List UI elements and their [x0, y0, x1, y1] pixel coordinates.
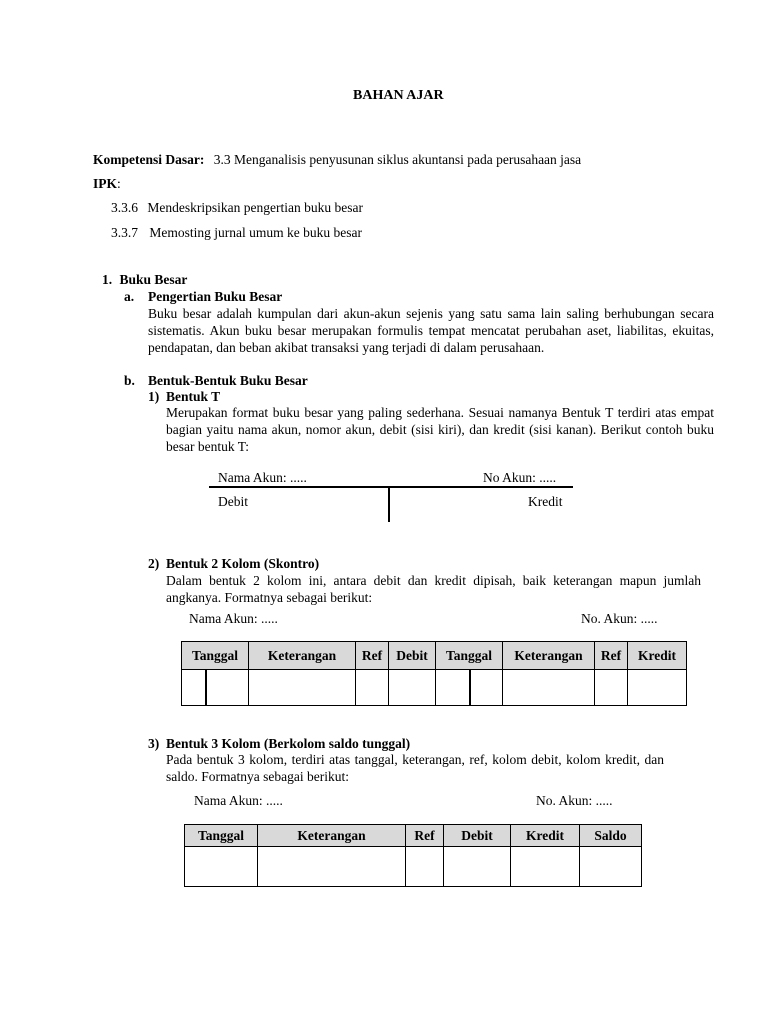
table-cell — [185, 847, 258, 887]
table-cell — [406, 847, 444, 887]
bentuk-3-kolom-title: Bentuk 3 Kolom (Berkolom saldo tunggal) — [166, 736, 411, 751]
ipk-label: IPK — [93, 176, 118, 191]
page-title: BAHAN AJAR — [353, 88, 444, 103]
date-divider — [205, 670, 207, 705]
table-cell — [444, 847, 511, 887]
ipk-item-text: Memosting jurnal umum ke buku besar — [149, 225, 362, 240]
pengertian-paragraph: Buku besar adalah kumpulan dari akun-akun sejenis yang satu sama lain saling berhubungan secara sistematis. Akun buku besar merupakan formulis tempat mencatat perubahan aset, liabilitas, ekuitas, pendapatan, dan beban akibat transaksi yang terjadi di dalam perusahaan. — [148, 306, 714, 355]
header-cell: Ref — [356, 642, 389, 670]
t-account-no-akun: No Akun: ..... — [483, 470, 557, 485]
ipk-item — [111, 224, 362, 241]
ipk-item-text: Mendeskripsikan pengertian buku besar — [147, 200, 363, 215]
header-cell: Keterangan — [258, 825, 406, 847]
header-cell: Tanggal — [182, 642, 249, 670]
t-account-nama-akun: Nama Akun: ..... — [218, 470, 307, 485]
ipk-item-num: 3.3.6 — [111, 200, 138, 215]
table-cell — [258, 847, 406, 887]
skontro-table — [181, 641, 687, 706]
t-account-kredit: Kredit — [528, 494, 563, 509]
table-cell — [511, 847, 580, 887]
saldo-nama-akun: Nama Akun: ..... — [194, 793, 283, 808]
subsection-a-letter: a. — [124, 289, 135, 304]
saldo-table — [184, 824, 642, 887]
saldo-body-row — [185, 847, 642, 887]
bentuk-3-kolom-paragraph: Pada bentuk 3 kolom, terdiri atas tanggal, keterangan, ref, kolom debit, kolom kredit, dan saldo. Formatnya sebagai berikut: — [166, 752, 664, 784]
ipk-item-num: 3.3.7 — [111, 225, 138, 240]
table-cell — [580, 847, 642, 887]
ipk-colon: : — [117, 176, 121, 191]
header-cell: Keterangan — [249, 642, 356, 670]
bentuk-t-title: Bentuk T — [166, 389, 221, 404]
table-cell — [628, 670, 687, 706]
header-cell: Ref — [406, 825, 444, 847]
t-account-vertical-line — [388, 486, 390, 522]
date-divider — [469, 670, 471, 705]
table-cell — [436, 670, 503, 706]
saldo-no-akun: No. Akun: ..... — [536, 793, 613, 808]
table-cell — [595, 670, 628, 706]
header-cell: Keterangan — [503, 642, 595, 670]
section-buku-besar — [102, 271, 187, 288]
subsection-b-title: Bentuk-Bentuk Buku Besar — [148, 373, 308, 388]
bentuk-2-kolom-title: Bentuk 2 Kolom (Skontro) — [166, 556, 320, 571]
bentuk-t-number: 1) — [148, 389, 160, 404]
skontro-nama-akun: Nama Akun: ..... — [189, 611, 278, 626]
t-account-horizontal-line — [209, 486, 573, 488]
header-cell: Tanggal — [185, 825, 258, 847]
header-cell: Tanggal — [436, 642, 503, 670]
table-cell — [182, 670, 249, 706]
skontro-header-row — [182, 642, 687, 670]
header-cell: Ref — [595, 642, 628, 670]
table-cell — [356, 670, 389, 706]
t-account-debit: Debit — [218, 494, 248, 509]
header-cell: Debit — [444, 825, 511, 847]
table-cell — [249, 670, 356, 706]
header-cell: Kredit — [628, 642, 687, 670]
table-cell — [503, 670, 595, 706]
ipk-heading — [93, 175, 121, 192]
header-cell: Saldo — [580, 825, 642, 847]
skontro-no-akun: No. Akun: ..... — [581, 611, 658, 626]
kompetensi-dasar — [93, 151, 581, 168]
kompetensi-label: Kompetensi Dasar: — [93, 152, 205, 167]
bentuk-3-kolom-number: 3) — [148, 736, 160, 751]
section-number: 1. — [102, 272, 113, 287]
bentuk-2-kolom-number: 2) — [148, 556, 160, 571]
bentuk-2-kolom-paragraph: Dalam bentuk 2 kolom ini, antara debit dan kredit dipisah, baik keterangan mapun jumlah angkanya. Formatnya sebagai berikut: — [166, 573, 701, 605]
ipk-item — [111, 199, 363, 216]
saldo-header-row — [185, 825, 642, 847]
bentuk-t-paragraph: Merupakan format buku besar yang paling sederhana. Sesuai namanya Bentuk T terdiri atas empat bagian yaitu nama akun, nomor akun, debit (sisi kiri), dan kredit (sisi kanan). Berikut contoh buku besar bentuk T: — [166, 405, 714, 454]
section-title: Buku Besar — [119, 272, 188, 287]
subsection-b-letter: b. — [124, 373, 135, 388]
kompetensi-text: 3.3 Menganalisis penyusunan siklus akuntansi pada perusahaan jasa — [213, 152, 582, 167]
header-cell: Debit — [389, 642, 436, 670]
skontro-body-row — [182, 670, 687, 706]
table-cell — [389, 670, 436, 706]
subsection-a-title: Pengertian Buku Besar — [148, 289, 283, 304]
header-cell: Kredit — [511, 825, 580, 847]
